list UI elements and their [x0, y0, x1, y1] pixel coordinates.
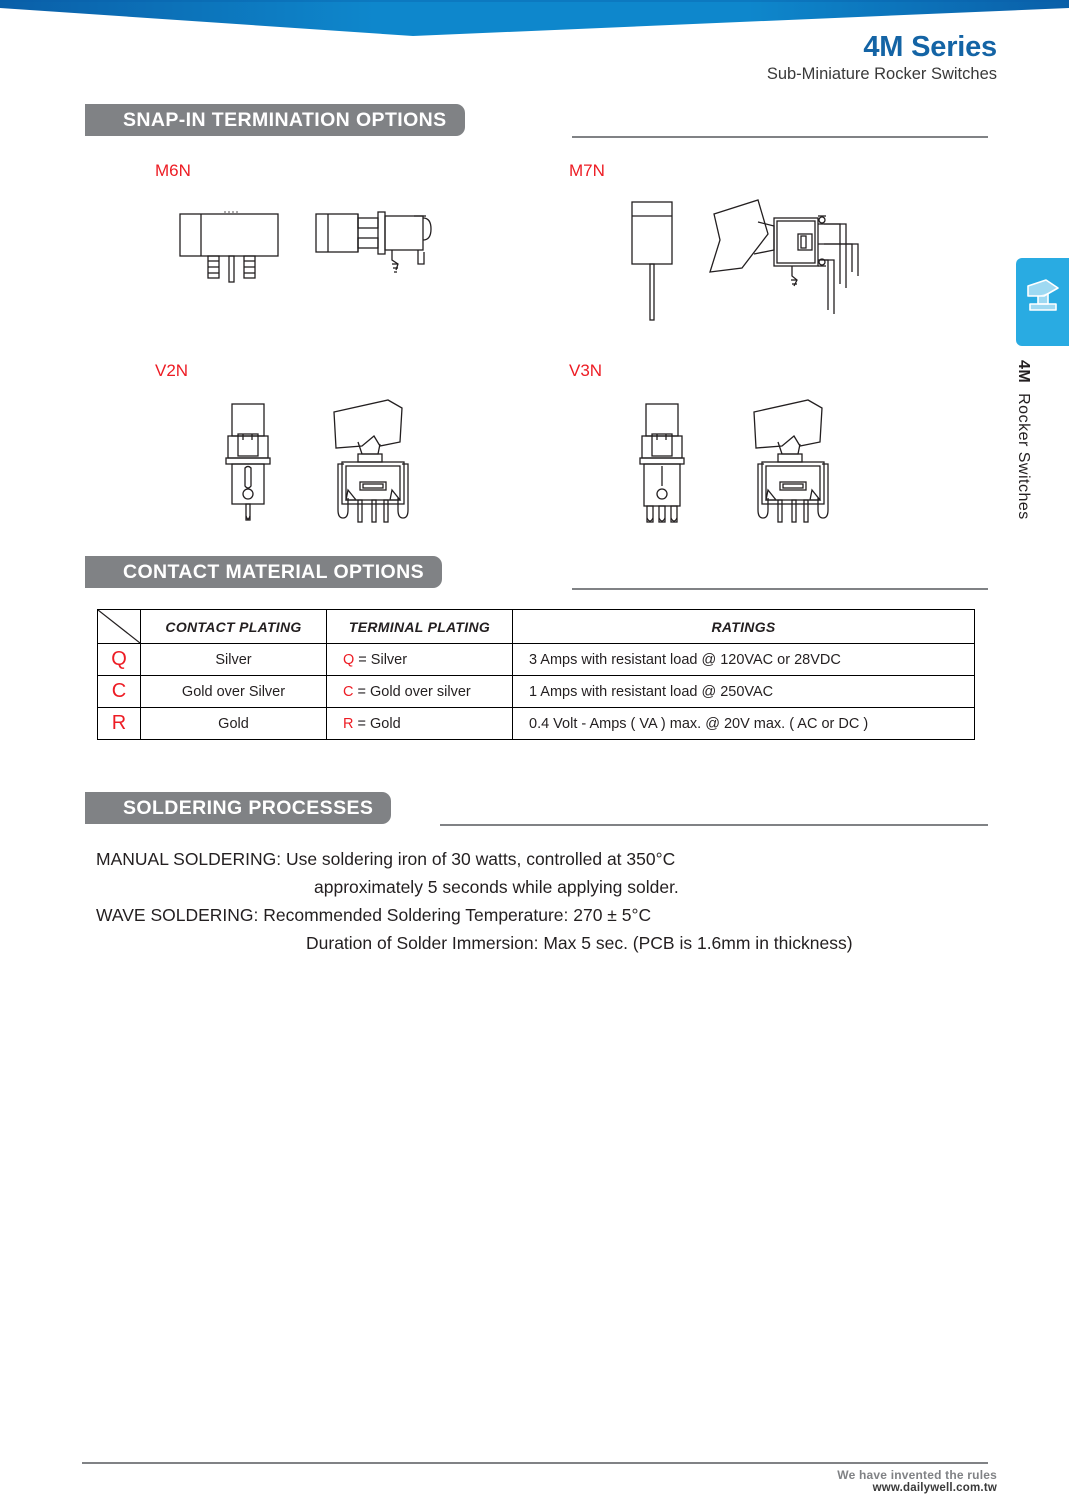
section-rule-soldering: [440, 824, 988, 826]
section-rule-contact-material: [572, 588, 988, 590]
row-code-q: Q: [98, 644, 141, 676]
section-header-label: SNAP-IN TERMINATION OPTIONS: [123, 108, 447, 131]
section-header-bar: [85, 104, 465, 136]
soldering-line-wave-cont: Duration of Solder Immersion: Max 5 sec. (PCB is 1.6mm in thickness): [306, 933, 853, 953]
section-header-label: CONTACT MATERIAL OPTIONS: [123, 560, 425, 583]
section-header-label: SOLDERING PROCESSES: [123, 796, 374, 819]
side-index-category: Rocker Switches: [1015, 393, 1032, 520]
section-header-contact-material: [85, 556, 442, 588]
page-subtitle: Sub-Miniature Rocker Switches: [766, 65, 997, 84]
cell-ratings-c: 1 Amps with resistant load @ 250VAC: [513, 676, 975, 708]
section-header-bar: [85, 556, 442, 588]
table-row: [98, 708, 975, 740]
option-label-m7n: M7N: [569, 161, 605, 180]
drawing-v2n-side: [322, 398, 432, 526]
footer-rule: [82, 1462, 988, 1464]
section-header-termination: [85, 104, 465, 136]
rocker-switch-icon: [1024, 276, 1062, 320]
table-corner-cell: [98, 610, 141, 644]
page-title-block: [767, 32, 997, 86]
cell-ratings-r: 0.4 Volt - Amps ( VA ) max. @ 20V max. ( AC or DC ): [513, 708, 975, 740]
terminal-key-q: Q: [343, 651, 355, 668]
row-code-r: R: [98, 708, 141, 740]
option-label-v3n: V3N: [569, 361, 603, 380]
terminal-value-r: = Gold: [353, 715, 401, 732]
terminal-value-q: = Silver: [354, 651, 408, 668]
table-row: [98, 676, 975, 708]
table-row: [98, 644, 975, 676]
drawing-v3n-front: [632, 400, 692, 525]
drawing-m7n-front: [624, 198, 684, 328]
table-header-row: [98, 610, 975, 644]
drawing-m6n-front: [178, 206, 283, 284]
cell-contact-plating-c: Gold over Silver: [141, 676, 327, 708]
drawing-v2n-front: [218, 400, 278, 525]
row-code-c: C: [98, 676, 141, 708]
section-rule-termination: [572, 136, 988, 138]
terminal-value-c: = Gold over silver: [353, 683, 471, 700]
soldering-text-block: [96, 845, 996, 957]
cell-ratings-q: 3 Amps with resistant load @ 120VAC or 28VDC: [513, 644, 975, 676]
contact-material-table: [97, 609, 975, 740]
footer-url[interactable]: www.dailywell.com.tw: [872, 1482, 997, 1494]
option-label-v2n: V2N: [155, 361, 189, 380]
section-header-bar: [85, 792, 391, 824]
cell-terminal-plating-q: [327, 644, 513, 676]
column-header-contact-plating: CONTACT PLATING: [141, 610, 327, 644]
cell-contact-plating-q: Silver: [141, 644, 327, 676]
side-index-label: [1004, 360, 1032, 520]
page-title: 4M Series: [863, 31, 997, 63]
drawing-v3n-side: [742, 398, 852, 526]
terminal-key-c: C: [343, 683, 354, 700]
column-header-ratings: RATINGS: [513, 610, 975, 644]
cell-contact-plating-r: Gold: [141, 708, 327, 740]
terminal-key-r: R: [343, 715, 354, 732]
diagonal-slash-icon: [98, 610, 140, 643]
drawing-m7n-side: [706, 196, 871, 321]
footer-slogan: We have invented the rules: [837, 1468, 997, 1482]
option-label-m6n: M6N: [155, 161, 191, 180]
section-header-soldering: [85, 792, 391, 824]
cell-terminal-plating-r: [327, 708, 513, 740]
soldering-line-wave: WAVE SOLDERING: Recommended Soldering Temperature: 270 ± 5°C: [96, 905, 652, 925]
drawing-m6n-side: [314, 208, 434, 278]
cell-terminal-plating-c: [327, 676, 513, 708]
column-header-terminal-plating: TERMINAL PLATING: [327, 610, 513, 644]
soldering-line-manual-cont: approximately 5 seconds while applying solder.: [314, 877, 679, 897]
side-index-series: 4M: [1015, 360, 1032, 384]
side-index-tab[interactable]: [1016, 258, 1069, 346]
soldering-line-manual: MANUAL SOLDERING: Use soldering iron of 30 watts, controlled at 350°C: [96, 849, 676, 869]
